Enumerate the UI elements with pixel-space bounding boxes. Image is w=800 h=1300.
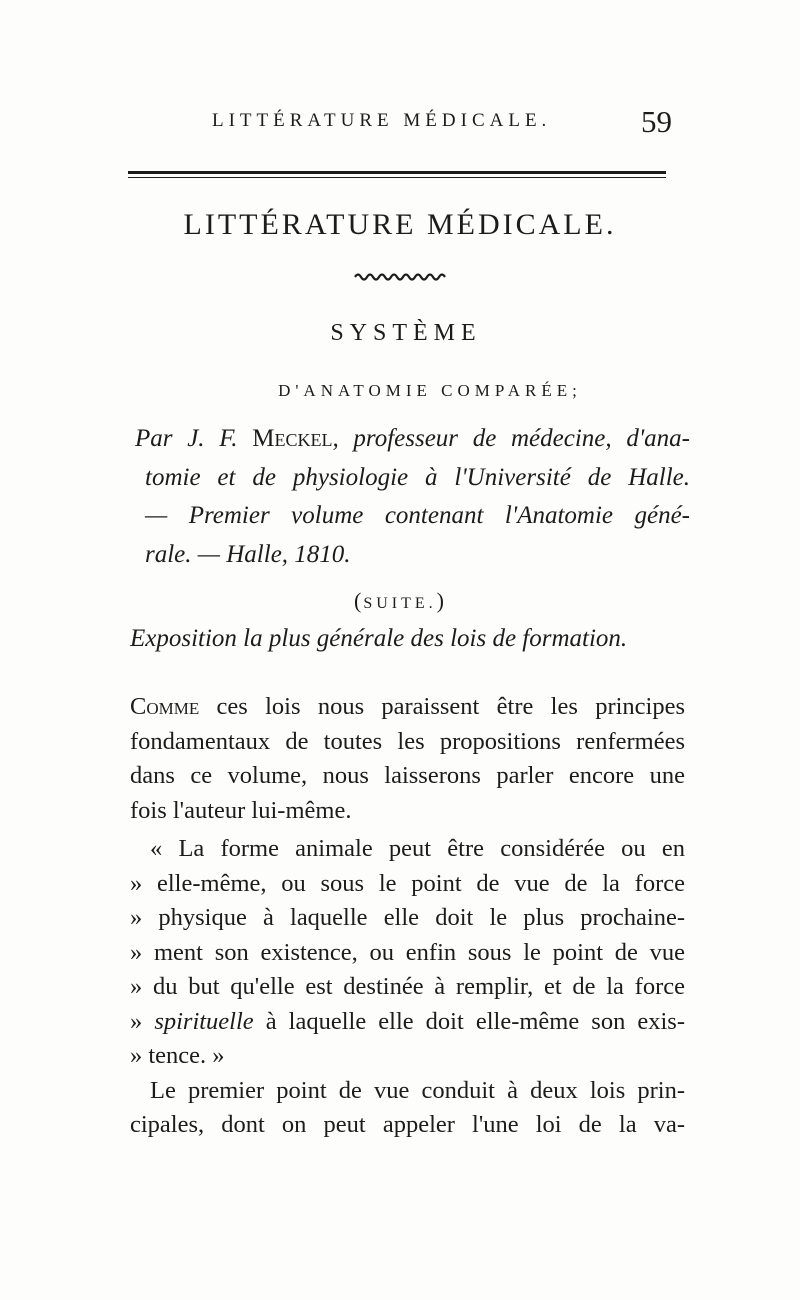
body-line: Comme ces lois nous paraissent être les principes (130, 693, 685, 720)
body-line: dans ce volume, nous laisserons parler encore une (130, 762, 685, 789)
citation-line-1 (135, 420, 690, 459)
citation-prefix: Par J. F. (135, 425, 253, 452)
wavy-ornament (353, 271, 447, 283)
quote-line: » physique à laquelle elle doit le plus prochaine- (130, 904, 685, 931)
quote-line: » du but qu'elle est destinée à remplir, et de la force (130, 973, 685, 1000)
header-rule-thick (128, 171, 666, 174)
quote-line: « La forme animale peut être considérée ou en (150, 835, 685, 862)
body-line: Le premier point de vue conduit à deux lois prin- (150, 1076, 685, 1104)
exposition-heading: Exposition la plus générale des lois de formation. (130, 625, 628, 652)
author-name: Meckel (252, 425, 333, 452)
body-line: fois l'auteur lui-même. (130, 796, 352, 824)
citation-line-3: — Premier volume contenant l'Anatomie géné- (145, 502, 690, 529)
main-title: LITTÉRATURE MÉDICALE. (183, 208, 617, 241)
subtitle: D'ANATOMIE COMPARÉE; (278, 381, 582, 400)
drop-word: Comme (130, 693, 200, 720)
quote-line: » elle-même, ou sous le point de vue de la force (130, 869, 685, 897)
citation-line-2: tomie et de physiologie à l'Université de Halle. (145, 463, 690, 491)
body-line: fondamentaux de toutes les propositions renfermées (130, 727, 685, 755)
quote-line: » spirituelle à laquelle elle doit elle-même son exis- (130, 1007, 686, 1035)
suite-text: SUITE. (363, 595, 437, 612)
quote-line: » ment son existence, ou enfin sous le point de vue (130, 938, 685, 966)
body-text (130, 690, 685, 1143)
citation-line-1-rest: , professeur de médecine, d'ana- (332, 425, 690, 452)
citation-line-4: rale. — Halle, 1810. (145, 540, 351, 568)
running-head (0, 104, 800, 144)
running-title: LITTÉRATURE MÉDICALE. (212, 110, 552, 131)
suite-label: (SUITE.) (354, 588, 446, 613)
quote-line: » tence. » (130, 1042, 225, 1069)
page-number: 59 (641, 104, 672, 139)
body-line: cipales, dont on peut appeler l'une loi de la va- (130, 1111, 685, 1138)
citation-block (135, 420, 690, 574)
section-title: SYSTÈME (330, 320, 482, 346)
header-rule-thin (128, 177, 666, 178)
